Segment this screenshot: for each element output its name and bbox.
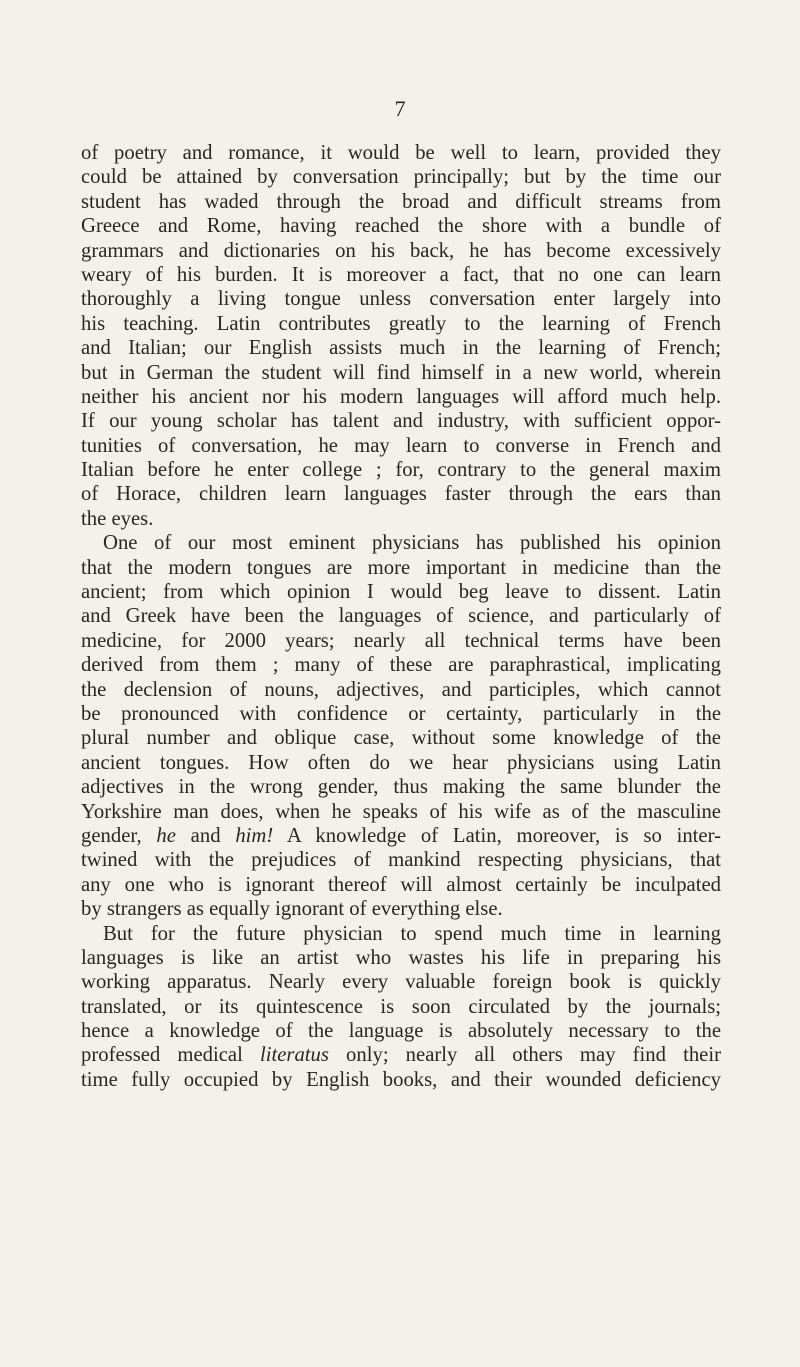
text-line: and Greek have been the languages of science, and particularly of [81,605,721,628]
text-line: student has waded through the broad and difficult streams from [81,190,721,213]
text-line: be pronounced with confidence or certainty, particularly in the [81,702,721,725]
text-line: of Horace, children learn languages faster through the ears than [81,483,721,506]
text-line: tunities of conversation, he may learn to converse in French and [81,434,721,457]
text-line: ancient tongues. How often do we hear physicians using Latin [81,751,721,774]
body-text [81,141,721,1092]
text-line: medicine, for 2000 years; nearly all technical terms have been [81,629,721,652]
text-line: working apparatus. Nearly every valuable foreign book is quickly [81,971,721,994]
text-line: adjectives in the wrong gender, thus making the same blunder the [81,776,721,799]
text-line: of poetry and romance, it would be well to learn, provided they [81,142,721,164]
text-line: by strangers as equally ignorant of everything else. [81,898,503,921]
text-line: languages is like an artist who wastes his life in preparing his [81,946,721,969]
text-line: and Italian; our English assists much in the learning of French; [81,337,721,360]
text-line: his teaching. Latin contributes greatly to the learning of French [81,312,721,335]
text-line: derived from them ; many of these are paraphrastical, implicating [81,654,721,677]
text-line: that the modern tongues are more important in medicine than the [81,556,721,579]
text-line: professed medical literatus only; nearly all others may find their [81,1044,721,1067]
text-line: plural number and oblique case, without some knowledge of the [81,727,721,750]
text-line: twined with the prejudices of mankind respecting physicians, that [81,849,721,872]
text-line: weary of his burden. It is moreover a fact, that no one can learn [81,263,721,286]
text-line: thoroughly a living tongue unless conversation enter largely into [81,288,721,311]
text-line: ancient; from which opinion I would beg leave to dissent. Latin [81,581,721,604]
text-line: neither his ancient nor his modern languages will afford much help. [81,385,721,408]
text-line: translated, or its quintescence is soon circulated by the journals; [81,995,721,1018]
text-line: but in German the student will find himself in a new world, wherein [81,361,721,384]
text-line: If our young scholar has talent and industry, with sufficient oppor- [81,410,721,433]
text-line: the eyes. [81,507,154,530]
text-line: But for the future physician to spend much time in learning [103,922,721,945]
text-line: Greece and Rome, having reached the shore with a bundle of [81,215,721,238]
page-number: 7 [394,96,406,121]
text-line: gender, he and him! A knowledge of Latin, moreover, is so inter- [81,824,721,847]
text-line: Yorkshire man does, when he speaks of his wife as of the masculine [81,800,721,823]
text-line: could be attained by conversation principally; but by the time our [81,166,721,189]
text-line: grammars and dictionaries on his back, he has become excessively [81,239,721,262]
text-line: the declension of nouns, adjectives, and participles, which cannot [81,678,721,701]
text-line: time fully occupied by English books, and their wounded deficiency [81,1068,721,1091]
text-line: One of our most eminent physicians has published his opinion [103,532,721,555]
text-line: hence a knowledge of the language is absolutely necessary to the [81,1020,721,1043]
text-line: Italian before he enter college ; for, contrary to the general maxim [81,459,721,482]
text-line: any one who is ignorant thereof will almost certainly be inculpated [81,873,721,896]
